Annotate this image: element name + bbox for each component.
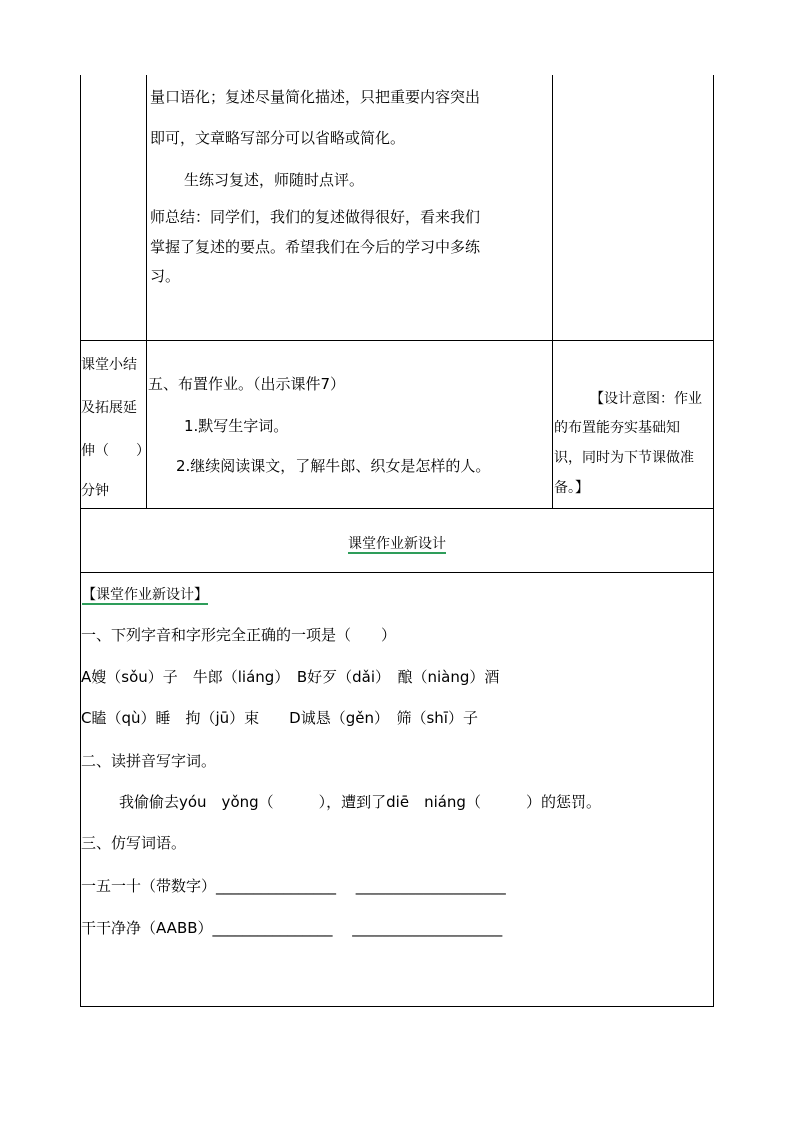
question-2: 二、读拼音写字词。	[81, 752, 217, 770]
text-line: 师总结：同学们，我们的复述做得很好，看来我们	[150, 208, 481, 226]
text-line: 掌握了复述的要点。希望我们在今后的学习中多练	[150, 238, 481, 256]
question-1: 一、下列字音和字形完全正确的一项是（ ）	[81, 626, 397, 644]
homework-header-text: 课堂作业新设计	[348, 536, 446, 552]
question-3: 三、仿写词语。	[81, 834, 187, 852]
assignment-item: 2.继续阅读课文，了解牛郎、织女是怎样的人。	[176, 457, 491, 475]
question-1-options-a: A嫂（sǒu）子 牛郎（liáng） B好歹（dǎi） 酿（niàng）酒	[81, 668, 500, 686]
design-line: 的布置能夯实基础知	[554, 420, 680, 436]
design-line: 识，同时为下节课做准	[554, 450, 694, 466]
label-line: 分钟	[81, 483, 109, 499]
col-divider-2	[552, 75, 553, 508]
question-1-options-b: C瞌（qù）睡 拘（jū）束 D诚恳（gěn） 筛（shī）子	[81, 709, 478, 727]
homework-title-text: 【课堂作业新设计】	[82, 587, 208, 603]
row-divider-3	[80, 572, 714, 573]
homework-section-header	[80, 534, 714, 554]
text-line: 习。	[150, 267, 181, 285]
row-divider-1	[80, 340, 714, 341]
label-line: ）	[136, 443, 150, 459]
label-line: 及拓展延	[81, 400, 137, 416]
question-3-line-a: 一五一十（带数字）________________ ____________________	[81, 877, 506, 895]
question-3-line-b: 干干净净（AABB）________________ ____________________	[81, 919, 503, 937]
label-line: 伸（	[81, 443, 109, 459]
assignment-heading: 五、布置作业。（出示课件7）	[148, 375, 346, 393]
label-line: 课堂小结	[81, 357, 137, 373]
text-line: 生练习复述，师随时点评。	[184, 171, 365, 189]
question-2-sentence: 我偷偷去yóu yǒng（ ），遭到了diē niáng（ ）的惩罚。	[119, 793, 601, 811]
table-bottom-border	[80, 1006, 714, 1007]
row-divider-2	[80, 508, 714, 509]
homework-title	[82, 585, 208, 605]
text-line: 量口语化；复述尽量简化描述，只把重要内容突出	[150, 88, 481, 106]
design-line: 【设计意图：作业	[590, 391, 702, 407]
design-line: 备。】	[554, 480, 589, 496]
text-line: 即可，文章略写部分可以省略或简化。	[150, 129, 406, 147]
assignment-item: 1.默写生字词。	[184, 417, 289, 435]
